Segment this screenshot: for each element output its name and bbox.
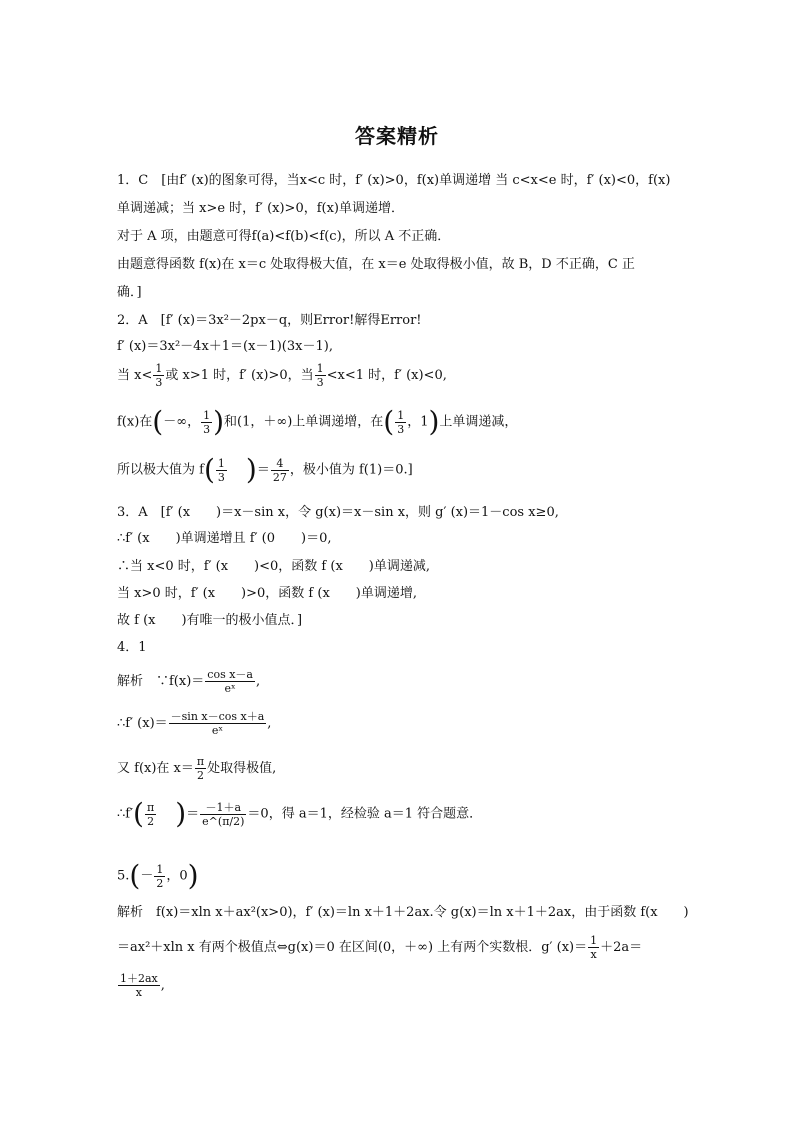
right-paren: ) [213, 405, 225, 438]
text: , [255, 674, 261, 689]
text: － [140, 868, 154, 884]
denominator: 27 [272, 470, 287, 484]
denominator: 3 [217, 470, 225, 484]
text-line [117, 797, 682, 830]
left-paren: ( [203, 453, 215, 486]
left-paren: ( [383, 405, 395, 438]
denominator: e^(π/2) [202, 814, 245, 828]
text: 所以极大值为 f [117, 462, 204, 478]
numerator: π [196, 755, 205, 768]
text: －∞， [163, 414, 201, 430]
text-line [117, 405, 682, 438]
text: 5. [117, 868, 130, 884]
text-line: 解析 f(x)＝xln x＋ax²(x>0)，f′ (x)＝ln x＋1＋2ax.令 g(x)＝ln x＋1＋2ax，由于函数 f(x ) [117, 905, 689, 920]
numerator: 1 [217, 456, 225, 470]
text-line [117, 668, 682, 695]
numerator: 4 [271, 457, 289, 471]
denominator: 3 [203, 422, 211, 436]
text: , [160, 978, 165, 993]
text-line: 1．C [由f′ (x)的图象可得，当x<c 时，f′ (x)>0，f(x)单调递增 当 c<x<e 时，f′ (x)<0，f(x) [117, 173, 671, 188]
denominator: eˣ [211, 724, 224, 737]
text-line: 故 f (x )有唯一的极小值点．] [117, 613, 303, 628]
text-line: 当 x>0 时，f′ (x )>0，函数 f (x )单调递增, [117, 586, 417, 601]
left-paren: ( [129, 859, 141, 892]
denominator: 2 [147, 814, 155, 828]
page-title: 答案精析 [355, 124, 439, 148]
text-line: 确．] [117, 285, 142, 300]
text: ，1 [407, 414, 429, 430]
text-line [117, 362, 682, 389]
right-paren: ) [245, 453, 257, 486]
denominator: 3 [316, 376, 324, 389]
text-line: 4．1 [117, 640, 147, 655]
fraction [205, 668, 255, 695]
fraction [588, 934, 599, 961]
text: 和(1，＋∞)上单调递增，在 [224, 414, 384, 430]
denominator: 2 [197, 769, 204, 782]
right-paren: ) [428, 405, 440, 438]
text-line: 对于 A 项，由题意可得f(a)<f(b)<f(c)，所以 A 不正确． [117, 229, 451, 244]
fraction [216, 457, 227, 484]
text: ，0 [166, 868, 188, 884]
left-paren: ( [133, 797, 144, 830]
right-paren: ) [187, 859, 199, 892]
text-line: f′ (x)＝3x²－4x＋1＝(x－1)(3x－1), [117, 339, 333, 354]
text: 或 x>1 时，f′ (x)>0，当 [165, 368, 314, 383]
text: ＋2a＝ [600, 940, 643, 955]
numerator: 1 [316, 362, 324, 375]
text: ∴f′ [117, 806, 134, 822]
fraction [195, 755, 206, 782]
numerator: 1＋2ax [120, 972, 158, 985]
fraction [154, 863, 165, 890]
text-line: 3．A [f′ (x )＝x－sin x，令 g(x)＝x－sin x，则 g′ (x)＝1－cos x≥0, [117, 505, 559, 520]
denominator: eˣ [224, 682, 236, 695]
text-line [117, 972, 682, 999]
text: 处取得极值, [207, 761, 277, 776]
text-line: ∴f′ (x )单调递增且 f′ (0 )＝0, [117, 531, 332, 546]
text: 又 f(x)在 x＝ [117, 761, 194, 776]
text: 解析 ∵f(x)＝ [117, 674, 205, 689]
numerator: π [146, 800, 155, 814]
denominator: 2 [156, 876, 164, 890]
text: ＝ [256, 462, 270, 478]
fraction [200, 801, 246, 828]
denominator: 3 [155, 376, 163, 389]
text-line [117, 755, 682, 782]
numerator: cos x－a [207, 668, 253, 681]
text-line: 2．A [f′ (x)＝3x²－2px－q，则Error!解得Error! [117, 313, 422, 328]
fraction [395, 409, 406, 436]
text: f(x)在 [117, 414, 153, 430]
text: , [267, 716, 272, 731]
right-paren: ) [175, 797, 187, 830]
text-line [117, 859, 682, 892]
numerator: 1 [155, 362, 163, 375]
text-line [117, 710, 682, 737]
text: 当 x< [117, 368, 153, 383]
numerator: 1 [397, 408, 405, 422]
fraction [145, 801, 156, 828]
text-line: 由题意得函数 f(x)在 x＝c 处取得极大值，在 x＝e 处取得极小值，故 B，D 不正确，C 正 [117, 257, 635, 272]
text: <x<1 时，f′ (x)<0, [326, 368, 447, 383]
denominator: x [135, 986, 142, 999]
denominator: 3 [397, 422, 405, 436]
numerator: 1 [203, 408, 211, 422]
fraction [271, 457, 289, 484]
text-line [117, 453, 682, 486]
numerator: 1 [590, 934, 598, 947]
text: ＝ [186, 806, 200, 822]
fraction [153, 362, 164, 389]
text: 上单调递减， [439, 414, 518, 430]
numerator: －1＋a [200, 801, 246, 815]
fraction [118, 972, 160, 999]
fraction [169, 710, 267, 737]
text: ＝ax²＋xln x 有两个极值点⇔g(x)＝0 在区间(0，＋∞) 上有两个实数根．g′ (x)＝ [117, 940, 588, 955]
numerator: －sin x－cos x＋a [170, 710, 265, 723]
text: ，极小值为 f(1)＝0.] [289, 462, 413, 478]
text: ∴f′ (x)＝ [117, 716, 168, 731]
denominator: x [590, 948, 597, 961]
text-line: ∴当 x<0 时，f′ (x )<0，函数 f (x )单调递减, [117, 559, 430, 574]
text-line [117, 934, 682, 961]
fraction [201, 409, 212, 436]
fraction [315, 362, 326, 389]
text: ＝0，得 a＝1，经检验 a＝1 符合题意． [247, 806, 483, 822]
left-paren: ( [152, 405, 164, 438]
text-line: 单调递减；当 x>e 时，f′ (x)>0，f(x)单调递增． [117, 201, 405, 216]
numerator: 1 [156, 862, 164, 876]
